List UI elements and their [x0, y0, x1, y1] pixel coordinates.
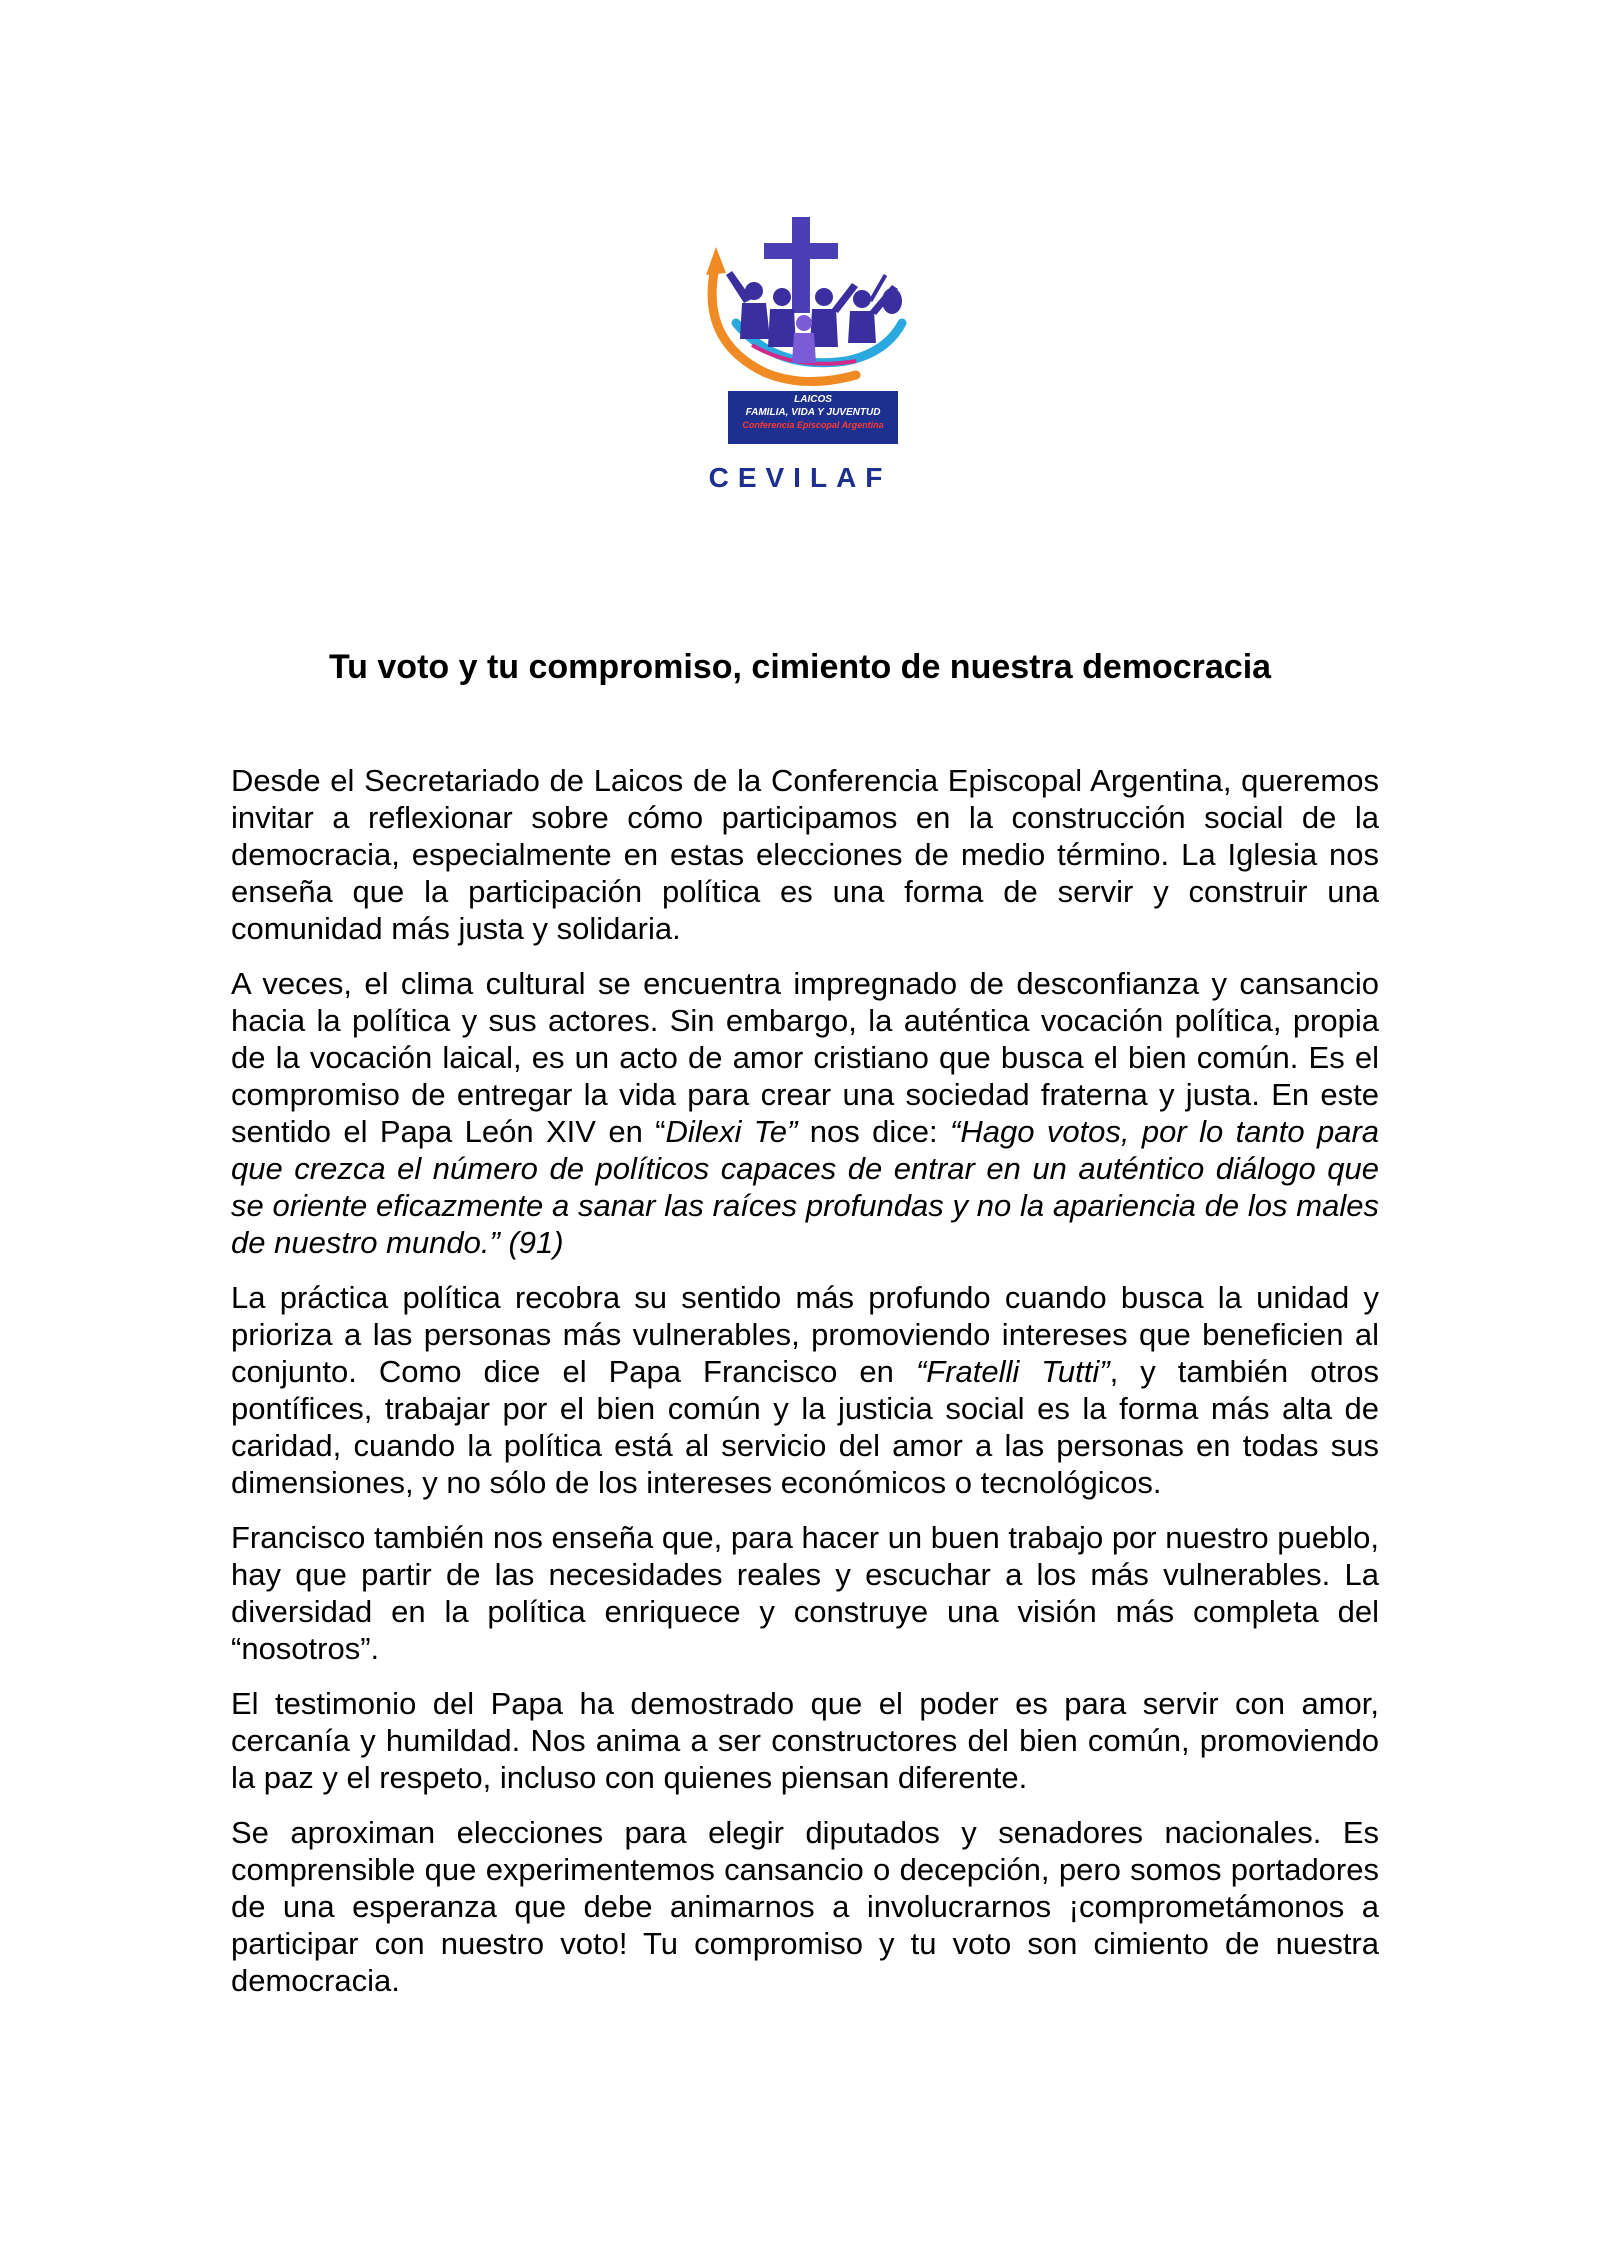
cevilaf-logo	[696, 213, 916, 445]
paragraph-6: Se aproximan elecciones para elegir diputados y senadores nacionales. Es comprensible que experimentemos cansancio o decepción, pero somos portadores de una esperanza que debe animarnos a involucrarnos ¡comprometámonos a participar con nuestro voto! Tu compromiso y tu voto son cimiento de nuestra democracia.	[231, 1815, 1379, 1998]
page-title: Tu voto y tu compromiso, cimiento de nuestra democracia	[328, 648, 1272, 686]
paragraph-3	[231, 1279, 1379, 1501]
body-text	[231, 762, 1379, 2017]
paragraph-2	[231, 965, 1379, 1261]
paragraph-3-text-2: , y también otros pontífices, trabajar por el bien común y la justicia social es la forma más alta de caridad, cuando la política está al servicio del amor a las personas en todas sus dimensiones, y no sólo de los intereses económicos o tecnológicos.	[231, 1354, 1380, 1500]
paragraph-1: Desde el Secretariado de Laicos de la Conferencia Episcopal Argentina, queremos invitar a reflexionar sobre cómo participamos en la construcción social de la democracia, especialmente en estas elecciones de medio término. La Iglesia nos enseña que la participación política es una forma de servir y construir una comunidad más justa y solidaria.	[231, 763, 1379, 946]
plate-line-conferencia: Conferencia Episcopal Argentina	[742, 420, 884, 430]
paragraph-2-text: A veces, el clima cultural se encuentra impregnado de desconfianza y cansancio hacia la política y sus actores. Sin embargo, la auténtica vocación política, propia de la vocación laical, es un acto de amor cristiano que busca el bien común. Es el compromiso de entregar la vida para crear una sociedad fraterna y justa. En este sentido el Papa León XIV en “	[231, 966, 1379, 1149]
logo-name-plate	[728, 391, 898, 444]
fratelli-tutti-title: “Fratelli Tutti”	[915, 1354, 1110, 1389]
paragraph-2-text-2: nos dice:	[797, 1114, 951, 1149]
plate-line-familia: FAMILIA, VIDA Y JUVENTUD	[745, 407, 881, 418]
paragraph-5: El testimonio del Papa ha demostrado que el poder es para servir con amor, cercanía y humildad. Nos anima a ser constructores del bien común, promoviendo la paz y el respeto, incluso con quienes piensan diferente.	[231, 1686, 1379, 1795]
plate-line-laicos: LAICOS	[794, 394, 832, 405]
dilexi-te-title: Dilexi Te”	[665, 1114, 798, 1149]
paragraph-3-text: La práctica política recobra su sentido más profundo cuando busca la unidad y prioriza a las personas más vulnerables, promoviendo intereses que beneficien al conjunto. Como dice el Papa Francisco en	[231, 1280, 1379, 1389]
paragraph-4: Francisco también nos enseña que, para hacer un buen trabajo por nuestro pueblo, hay que partir de las necesidades reales y escuchar a los más vulnerables. La diversidad en la política enriquece y construye una visión más completa del “nosotros”.	[231, 1520, 1379, 1666]
brand-name: CEVILAF	[708, 462, 892, 493]
cross-and-people-icon	[696, 213, 916, 393]
dilexi-te-quote: “Hago votos, por lo tanto para que crezca el número de políticos capaces de entrar en un auténtico diálogo que se oriente eficazmente a sanar las raíces profundas y no la apariencia de los males de nuestro mundo.” (91)	[231, 1114, 1380, 1260]
